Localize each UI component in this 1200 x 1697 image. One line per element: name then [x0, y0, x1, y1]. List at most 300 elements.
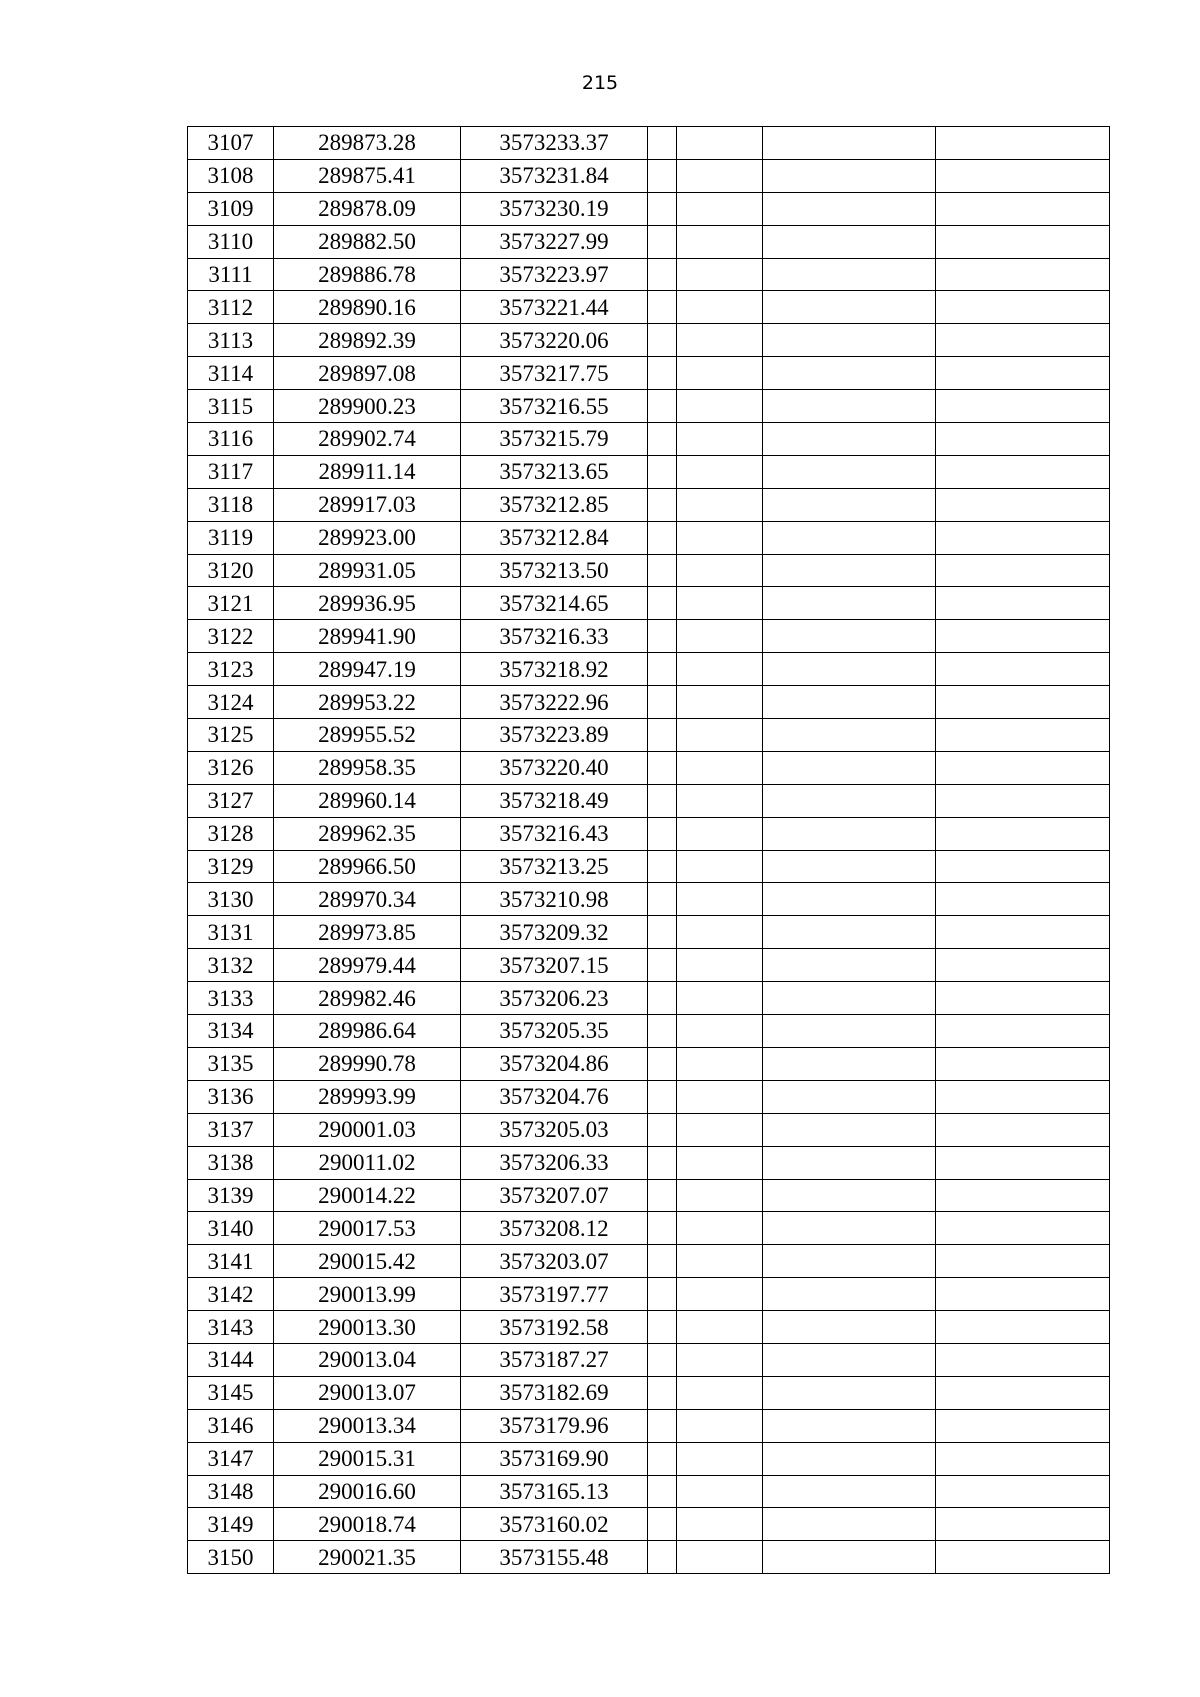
blank-cell [677, 751, 763, 784]
y-coordinate-cell: 3573204.86 [461, 1047, 648, 1080]
table-row [188, 653, 1110, 686]
y-coordinate-cell: 3573206.33 [461, 1146, 648, 1179]
table-row [188, 1278, 1110, 1311]
y-coordinate-cell: 3573210.98 [461, 883, 648, 916]
blank-cell [936, 357, 1110, 390]
x-coordinate-cell: 290015.42 [274, 1245, 461, 1278]
point-number-cell: 3144 [188, 1343, 274, 1376]
blank-cell [648, 1212, 677, 1245]
blank-cell [648, 653, 677, 686]
x-coordinate-cell: 289966.50 [274, 850, 461, 883]
x-coordinate-cell: 289936.95 [274, 587, 461, 620]
blank-cell [677, 1541, 763, 1574]
blank-cell [763, 1311, 936, 1344]
blank-cell [677, 324, 763, 357]
blank-cell [648, 390, 677, 423]
blank-cell [936, 225, 1110, 258]
y-coordinate-cell: 3573221.44 [461, 291, 648, 324]
blank-cell [648, 817, 677, 850]
point-number-cell: 3137 [188, 1113, 274, 1146]
table-row [188, 784, 1110, 817]
y-coordinate-cell: 3573165.13 [461, 1475, 648, 1508]
blank-cell [763, 817, 936, 850]
y-coordinate-cell: 3573207.15 [461, 949, 648, 982]
blank-cell [677, 423, 763, 456]
table-row [188, 423, 1110, 456]
blank-cell [763, 784, 936, 817]
blank-cell [936, 455, 1110, 488]
table-row [188, 916, 1110, 949]
x-coordinate-cell: 289892.39 [274, 324, 461, 357]
blank-cell [677, 1015, 763, 1048]
blank-cell [648, 127, 677, 160]
blank-cell [936, 620, 1110, 653]
blank-cell [648, 1442, 677, 1475]
blank-cell [648, 751, 677, 784]
x-coordinate-cell: 289878.09 [274, 192, 461, 225]
table-row [188, 1146, 1110, 1179]
x-coordinate-cell: 290013.07 [274, 1376, 461, 1409]
table-row [188, 1015, 1110, 1048]
x-coordinate-cell: 290013.99 [274, 1278, 461, 1311]
blank-cell [677, 1080, 763, 1113]
y-coordinate-cell: 3573205.03 [461, 1113, 648, 1146]
point-number-cell: 3120 [188, 554, 274, 587]
blank-cell [936, 1508, 1110, 1541]
blank-cell [677, 620, 763, 653]
blank-cell [677, 1409, 763, 1442]
blank-cell [763, 949, 936, 982]
blank-cell [936, 1113, 1110, 1146]
table-row [188, 1311, 1110, 1344]
blank-cell [763, 521, 936, 554]
x-coordinate-cell: 289953.22 [274, 686, 461, 719]
blank-cell [677, 225, 763, 258]
blank-cell [763, 883, 936, 916]
blank-cell [763, 324, 936, 357]
table-row [188, 357, 1110, 390]
blank-cell [763, 291, 936, 324]
y-coordinate-cell: 3573223.89 [461, 719, 648, 752]
blank-cell [648, 1508, 677, 1541]
blank-cell [936, 949, 1110, 982]
blank-cell [677, 1047, 763, 1080]
x-coordinate-cell: 289897.08 [274, 357, 461, 390]
blank-cell [648, 916, 677, 949]
blank-cell [677, 817, 763, 850]
blank-cell [648, 850, 677, 883]
blank-cell [648, 1278, 677, 1311]
x-coordinate-cell: 289902.74 [274, 423, 461, 456]
blank-cell [677, 1376, 763, 1409]
x-coordinate-cell: 289882.50 [274, 225, 461, 258]
blank-cell [763, 620, 936, 653]
point-number-cell: 3117 [188, 455, 274, 488]
blank-cell [677, 686, 763, 719]
blank-cell [763, 127, 936, 160]
y-coordinate-cell: 3573213.25 [461, 850, 648, 883]
blank-cell [763, 1015, 936, 1048]
y-coordinate-cell: 3573216.33 [461, 620, 648, 653]
table-row [188, 817, 1110, 850]
blank-cell [648, 1179, 677, 1212]
blank-cell [677, 1442, 763, 1475]
x-coordinate-cell: 290001.03 [274, 1113, 461, 1146]
table-row [188, 1113, 1110, 1146]
y-coordinate-cell: 3573160.02 [461, 1508, 648, 1541]
point-number-cell: 3123 [188, 653, 274, 686]
point-number-cell: 3146 [188, 1409, 274, 1442]
blank-cell [648, 1080, 677, 1113]
table-row [188, 1245, 1110, 1278]
blank-cell [936, 423, 1110, 456]
y-coordinate-cell: 3573218.92 [461, 653, 648, 686]
blank-cell [763, 982, 936, 1015]
blank-cell [677, 949, 763, 982]
y-coordinate-cell: 3573227.99 [461, 225, 648, 258]
x-coordinate-cell: 289990.78 [274, 1047, 461, 1080]
blank-cell [763, 1278, 936, 1311]
blank-cell [677, 1343, 763, 1376]
x-coordinate-cell: 290013.34 [274, 1409, 461, 1442]
blank-cell [677, 719, 763, 752]
blank-cell [648, 1311, 677, 1344]
table-row [188, 390, 1110, 423]
table-row [188, 850, 1110, 883]
point-number-cell: 3148 [188, 1475, 274, 1508]
x-coordinate-cell: 289873.28 [274, 127, 461, 160]
point-number-cell: 3112 [188, 291, 274, 324]
blank-cell [648, 1015, 677, 1048]
point-number-cell: 3143 [188, 1311, 274, 1344]
blank-cell [677, 982, 763, 1015]
point-number-cell: 3121 [188, 587, 274, 620]
blank-cell [648, 1113, 677, 1146]
x-coordinate-cell: 289947.19 [274, 653, 461, 686]
blank-cell [763, 1409, 936, 1442]
table-row [188, 159, 1110, 192]
x-coordinate-cell: 289890.16 [274, 291, 461, 324]
blank-cell [763, 719, 936, 752]
table-row [188, 258, 1110, 291]
blank-cell [677, 850, 763, 883]
blank-cell [936, 127, 1110, 160]
page-number: 215 [581, 72, 619, 94]
point-number-cell: 3145 [188, 1376, 274, 1409]
blank-cell [936, 1179, 1110, 1212]
y-coordinate-cell: 3573192.58 [461, 1311, 648, 1344]
blank-cell [648, 324, 677, 357]
x-coordinate-cell: 289962.35 [274, 817, 461, 850]
y-coordinate-cell: 3573207.07 [461, 1179, 648, 1212]
blank-cell [936, 1442, 1110, 1475]
blank-cell [648, 949, 677, 982]
blank-cell [936, 291, 1110, 324]
point-number-cell: 3109 [188, 192, 274, 225]
y-coordinate-cell: 3573155.48 [461, 1541, 648, 1574]
table-row [188, 1047, 1110, 1080]
table-row [188, 1179, 1110, 1212]
blank-cell [648, 1245, 677, 1278]
x-coordinate-cell: 289993.99 [274, 1080, 461, 1113]
blank-cell [936, 686, 1110, 719]
point-number-cell: 3122 [188, 620, 274, 653]
blank-cell [677, 488, 763, 521]
blank-cell [677, 1508, 763, 1541]
table-row [188, 587, 1110, 620]
x-coordinate-cell: 289923.00 [274, 521, 461, 554]
blank-cell [763, 916, 936, 949]
y-coordinate-cell: 3573223.97 [461, 258, 648, 291]
blank-cell [648, 719, 677, 752]
blank-cell [677, 1179, 763, 1212]
blank-cell [677, 1278, 763, 1311]
blank-cell [648, 1146, 677, 1179]
point-number-cell: 3133 [188, 982, 274, 1015]
table-row [188, 324, 1110, 357]
y-coordinate-cell: 3573215.79 [461, 423, 648, 456]
y-coordinate-cell: 3573212.85 [461, 488, 648, 521]
blank-cell [763, 159, 936, 192]
blank-cell [648, 686, 677, 719]
point-number-cell: 3135 [188, 1047, 274, 1080]
blank-cell [648, 883, 677, 916]
table-row [188, 982, 1110, 1015]
blank-cell [936, 1376, 1110, 1409]
y-coordinate-cell: 3573197.77 [461, 1278, 648, 1311]
blank-cell [763, 1541, 936, 1574]
table-row [188, 686, 1110, 719]
x-coordinate-cell: 290017.53 [274, 1212, 461, 1245]
table-row [188, 488, 1110, 521]
blank-cell [648, 357, 677, 390]
blank-cell [936, 1475, 1110, 1508]
blank-cell [763, 1146, 936, 1179]
y-coordinate-cell: 3573213.65 [461, 455, 648, 488]
blank-cell [936, 1311, 1110, 1344]
table-row [188, 751, 1110, 784]
point-number-cell: 3107 [188, 127, 274, 160]
x-coordinate-cell: 289955.52 [274, 719, 461, 752]
point-number-cell: 3124 [188, 686, 274, 719]
point-number-cell: 3115 [188, 390, 274, 423]
point-number-cell: 3113 [188, 324, 274, 357]
blank-cell [936, 784, 1110, 817]
blank-cell [763, 455, 936, 488]
blank-cell [936, 1541, 1110, 1574]
blank-cell [677, 587, 763, 620]
point-number-cell: 3150 [188, 1541, 274, 1574]
x-coordinate-cell: 290015.31 [274, 1442, 461, 1475]
y-coordinate-cell: 3573222.96 [461, 686, 648, 719]
y-coordinate-cell: 3573169.90 [461, 1442, 648, 1475]
blank-cell [936, 850, 1110, 883]
blank-cell [648, 1047, 677, 1080]
table-row [188, 949, 1110, 982]
table-row [188, 1376, 1110, 1409]
table-row [188, 127, 1110, 160]
point-number-cell: 3116 [188, 423, 274, 456]
table-row [188, 521, 1110, 554]
y-coordinate-cell: 3573216.55 [461, 390, 648, 423]
blank-cell [763, 751, 936, 784]
table-row [188, 1475, 1110, 1508]
point-number-cell: 3132 [188, 949, 274, 982]
blank-cell [763, 357, 936, 390]
x-coordinate-cell: 290011.02 [274, 1146, 461, 1179]
x-coordinate-cell: 289911.14 [274, 455, 461, 488]
blank-cell [936, 390, 1110, 423]
blank-cell [763, 1508, 936, 1541]
table-row [188, 455, 1110, 488]
x-coordinate-cell: 289960.14 [274, 784, 461, 817]
point-number-cell: 3111 [188, 258, 274, 291]
blank-cell [677, 455, 763, 488]
blank-cell [763, 1442, 936, 1475]
y-coordinate-cell: 3573203.07 [461, 1245, 648, 1278]
table-row [188, 1541, 1110, 1574]
table-row [188, 883, 1110, 916]
blank-cell [936, 1245, 1110, 1278]
y-coordinate-cell: 3573233.37 [461, 127, 648, 160]
point-number-cell: 3142 [188, 1278, 274, 1311]
x-coordinate-cell: 289886.78 [274, 258, 461, 291]
point-number-cell: 3149 [188, 1508, 274, 1541]
blank-cell [763, 1212, 936, 1245]
y-coordinate-cell: 3573214.65 [461, 587, 648, 620]
y-coordinate-cell: 3573206.23 [461, 982, 648, 1015]
blank-cell [936, 258, 1110, 291]
point-number-cell: 3130 [188, 883, 274, 916]
blank-cell [936, 982, 1110, 1015]
point-number-cell: 3136 [188, 1080, 274, 1113]
blank-cell [677, 159, 763, 192]
y-coordinate-cell: 3573205.35 [461, 1015, 648, 1048]
blank-cell [936, 554, 1110, 587]
blank-cell [648, 554, 677, 587]
blank-cell [763, 1179, 936, 1212]
y-coordinate-cell: 3573231.84 [461, 159, 648, 192]
x-coordinate-cell: 289917.03 [274, 488, 461, 521]
y-coordinate-cell: 3573213.50 [461, 554, 648, 587]
blank-cell [648, 488, 677, 521]
blank-cell [763, 850, 936, 883]
point-number-cell: 3147 [188, 1442, 274, 1475]
table-row [188, 1212, 1110, 1245]
y-coordinate-cell: 3573209.32 [461, 916, 648, 949]
blank-cell [763, 587, 936, 620]
table-row [188, 291, 1110, 324]
blank-cell [763, 653, 936, 686]
y-coordinate-cell: 3573212.84 [461, 521, 648, 554]
blank-cell [763, 1113, 936, 1146]
point-number-cell: 3108 [188, 159, 274, 192]
point-number-cell: 3119 [188, 521, 274, 554]
blank-cell [763, 258, 936, 291]
blank-cell [936, 1278, 1110, 1311]
blank-cell [648, 620, 677, 653]
point-number-cell: 3138 [188, 1146, 274, 1179]
blank-cell [677, 916, 763, 949]
blank-cell [677, 258, 763, 291]
blank-cell [763, 554, 936, 587]
point-number-cell: 3126 [188, 751, 274, 784]
blank-cell [763, 1376, 936, 1409]
y-coordinate-cell: 3573217.75 [461, 357, 648, 390]
point-number-cell: 3141 [188, 1245, 274, 1278]
x-coordinate-cell: 290021.35 [274, 1541, 461, 1574]
x-coordinate-cell: 289979.44 [274, 949, 461, 982]
blank-cell [763, 225, 936, 258]
blank-cell [936, 488, 1110, 521]
point-number-cell: 3128 [188, 817, 274, 850]
x-coordinate-cell: 289941.90 [274, 620, 461, 653]
blank-cell [763, 1245, 936, 1278]
blank-cell [763, 423, 936, 456]
coordinates-table [187, 126, 1110, 1574]
blank-cell [648, 225, 677, 258]
blank-cell [936, 883, 1110, 916]
blank-cell [677, 1212, 763, 1245]
table-row [188, 225, 1110, 258]
table-body [188, 127, 1110, 1574]
y-coordinate-cell: 3573182.69 [461, 1376, 648, 1409]
x-coordinate-cell: 289973.85 [274, 916, 461, 949]
blank-cell [763, 192, 936, 225]
y-coordinate-cell: 3573230.19 [461, 192, 648, 225]
blank-cell [648, 455, 677, 488]
x-coordinate-cell: 290016.60 [274, 1475, 461, 1508]
blank-cell [677, 1245, 763, 1278]
y-coordinate-cell: 3573179.96 [461, 1409, 648, 1442]
blank-cell [936, 587, 1110, 620]
point-number-cell: 3125 [188, 719, 274, 752]
blank-cell [763, 1343, 936, 1376]
x-coordinate-cell: 289982.46 [274, 982, 461, 1015]
blank-cell [936, 521, 1110, 554]
blank-cell [763, 390, 936, 423]
blank-cell [677, 390, 763, 423]
blank-cell [763, 488, 936, 521]
blank-cell [763, 686, 936, 719]
y-coordinate-cell: 3573218.49 [461, 784, 648, 817]
blank-cell [677, 1113, 763, 1146]
blank-cell [677, 1146, 763, 1179]
table-row [188, 1409, 1110, 1442]
blank-cell [648, 521, 677, 554]
blank-cell [677, 357, 763, 390]
blank-cell [936, 1212, 1110, 1245]
blank-cell [677, 653, 763, 686]
table-row [188, 1508, 1110, 1541]
x-coordinate-cell: 289970.34 [274, 883, 461, 916]
blank-cell [936, 719, 1110, 752]
table-row [188, 1442, 1110, 1475]
blank-cell [936, 324, 1110, 357]
blank-cell [648, 423, 677, 456]
blank-cell [677, 784, 763, 817]
point-number-cell: 3134 [188, 1015, 274, 1048]
blank-cell [648, 1409, 677, 1442]
blank-cell [648, 1475, 677, 1508]
blank-cell [763, 1475, 936, 1508]
blank-cell [648, 1343, 677, 1376]
blank-cell [936, 1343, 1110, 1376]
y-coordinate-cell: 3573208.12 [461, 1212, 648, 1245]
blank-cell [936, 1409, 1110, 1442]
blank-cell [677, 883, 763, 916]
table-row [188, 1343, 1110, 1376]
